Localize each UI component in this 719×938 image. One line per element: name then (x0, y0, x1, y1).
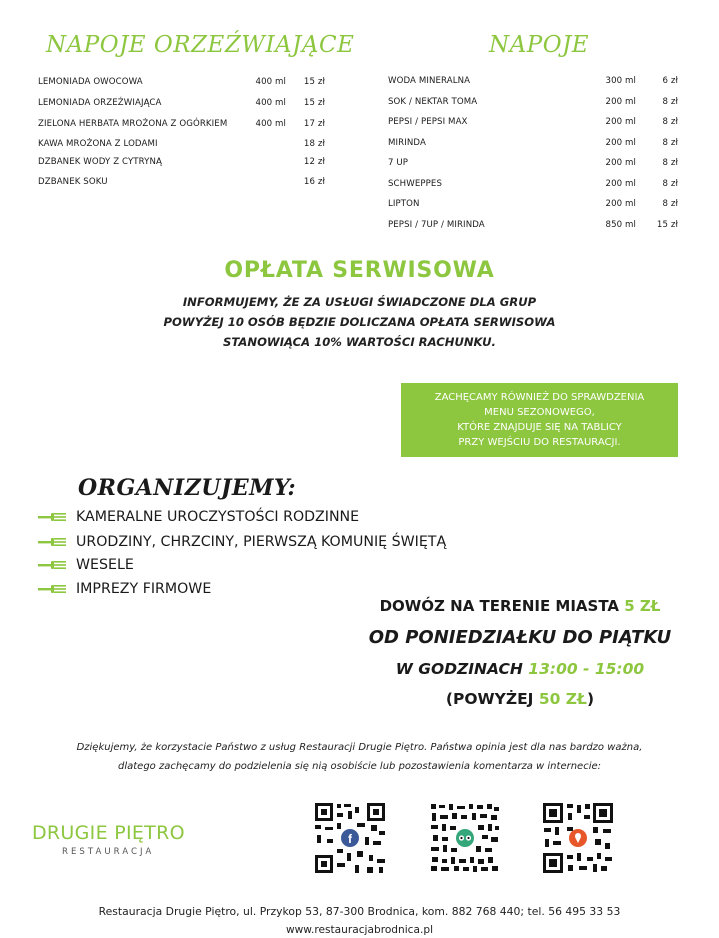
qr-code-tripadvisor[interactable] (428, 801, 502, 875)
notice-line: STANOWIĄCA 10% WARTOŚCI RACHUNKU. (223, 335, 496, 349)
item-name: SCHWEPPES (388, 179, 442, 189)
item-name: LEMONIADA OWOCOWA (38, 77, 143, 87)
item-volume: 400 ml (255, 77, 286, 87)
item-name: SOK / NEKTAR TOMA (388, 97, 478, 107)
item-price: 8 zł (662, 199, 678, 209)
item-name: 7 UP (388, 158, 409, 168)
box-line: ZACHĘCAMY RÓWNIEŻ DO SPRAWDZENIA (434, 392, 645, 403)
delivery-line-hours (340, 660, 700, 678)
delivery-price: 5 ZŁ (624, 597, 661, 615)
service-fee-notice (0, 292, 719, 352)
item-name: DZBANEK WODY Z CYTRYNĄ (38, 157, 163, 167)
box-line: KTÓRE ZNAJDUJE SIĘ NA TABLICY (457, 422, 622, 433)
organize-item-label: KAMERALNE UROCZYSTOŚCI RODZINNE (76, 509, 360, 525)
brand-logo-name: DRUGIE PIĘTRO (32, 822, 185, 844)
qr-code-graphic (313, 801, 387, 875)
fork-icon (38, 584, 66, 594)
item-name: LIPTON (388, 199, 420, 209)
item-name: WODA MINERALNA (388, 76, 471, 86)
fork-icon (38, 537, 66, 547)
item-price: 15 zł (303, 98, 325, 108)
box-line: MENU SEZONOWEGO, (484, 407, 595, 418)
item-price: 12 zł (303, 157, 325, 167)
delivery-hours: 13:00 - 15:00 (528, 660, 645, 678)
delivery-line-city (340, 597, 700, 615)
item-name: PEPSI / PEPSI MAX (388, 117, 468, 127)
qr-code-facebook[interactable] (313, 801, 387, 875)
seasonal-menu-box (401, 383, 678, 457)
service-fee-title: OPŁATA SERWISOWA (224, 258, 495, 283)
item-volume: 200 ml (605, 117, 636, 127)
item-name: DZBANEK SOKU (38, 177, 108, 187)
delivery-line-days (334, 627, 706, 648)
thanks-line: Dziękujemy, że korzystacie Państwo z usług Restauracji Drugie Piętro. Państwa opinia jest dla nas bardzo ważna, (76, 742, 643, 753)
tripadvisor-icon (456, 829, 474, 847)
organize-item-label: IMPREZY FIRMOWE (76, 581, 212, 597)
item-price: 18 zł (303, 139, 325, 149)
drinks-title: NAPOJE (489, 32, 590, 58)
delivery-hours-label: W GODZINACH (395, 660, 529, 678)
item-name: LEMONIADA ORZEŹWIAJĄCA (38, 98, 162, 108)
item-price: 8 zł (662, 97, 678, 107)
item-volume: 850 ml (605, 220, 636, 230)
svg-text:f: f (348, 832, 352, 846)
delivery-days: OD PONIEDZIAŁKU DO PIĄTKU (368, 627, 672, 648)
qr-code-graphic (428, 801, 502, 875)
delivery-line-minimum (340, 690, 700, 708)
item-volume: 200 ml (605, 138, 636, 148)
qr-code-graphic (541, 801, 615, 875)
item-price: 8 zł (662, 179, 678, 189)
organize-item (38, 581, 211, 597)
item-price: 16 zł (303, 177, 325, 187)
notice-line: INFORMUJEMY, ŻE ZA USŁUGI ŚWIADCZONE DLA GRUP (182, 295, 537, 309)
refreshing-drinks-title: NAPOJE ORZEŹWIAJĄCE (46, 32, 355, 58)
delivery-minimum-amount: 50 ZŁ (538, 690, 587, 708)
item-volume: 300 ml (605, 76, 636, 86)
item-name: KAWA MROŻONA Z LODAMI (38, 139, 158, 149)
qr-code-map[interactable] (541, 801, 615, 875)
item-price: 6 zł (662, 76, 678, 86)
item-price: 15 zł (656, 220, 678, 230)
delivery-minimum-close: ) (587, 690, 595, 708)
item-price: 17 zł (303, 119, 325, 129)
item-name: MIRINDA (388, 138, 426, 148)
notice-line: POWYŻEJ 10 OSÓB BĘDZIE DOLICZANA OPŁATA SERWISOWA (163, 315, 556, 329)
item-name: PEPSI / 7UP / MIRINDA (388, 220, 485, 230)
fork-icon (38, 512, 66, 522)
website-link[interactable]: www.restauracjabrodnica.pl (285, 924, 434, 936)
item-volume: 200 ml (605, 158, 636, 168)
item-name: ZIELONA HERBATA MROŻONA Z OGÓRKIEM (38, 119, 228, 129)
organize-item-label: URODZINY, CHRZCINY, PIERWSZĄ KOMUNIĘ ŚWIĘTĄ (76, 534, 447, 550)
delivery-text: DOWÓZ NA TERENIE MIASTA (379, 597, 625, 615)
organize-title: ORGANIZUJEMY: (78, 475, 297, 501)
box-line: PRZY WEJŚCIU DO RESTAURACJI. (458, 437, 621, 448)
item-price: 8 zł (662, 158, 678, 168)
item-volume: 200 ml (605, 97, 636, 107)
item-volume: 400 ml (255, 98, 286, 108)
brand-logo-subtitle: RESTAURACJA (62, 847, 155, 857)
thanks-line: dlatego zachęcamy do podzielenia się nią osobiście lub pozostawienia komentarza w internecie: (118, 761, 601, 772)
organize-item (38, 534, 446, 550)
item-price: 8 zł (662, 138, 678, 148)
item-volume: 400 ml (255, 119, 286, 129)
footer-address: Restauracja Drugie Piętro, ul. Przykop 53, 87-300 Brodnica, kom. 882 768 440; tel. 56 495 33 53 (98, 905, 621, 918)
organize-item-label: WESELE (76, 557, 134, 573)
fork-icon (38, 560, 66, 570)
organize-item (38, 557, 134, 573)
thanks-message (0, 738, 719, 776)
item-price: 8 zł (662, 117, 678, 127)
delivery-minimum-open: (POWYŻEJ (445, 690, 539, 708)
item-price: 15 zł (303, 77, 325, 87)
item-volume: 200 ml (605, 199, 636, 209)
item-volume: 200 ml (605, 179, 636, 189)
organize-item (38, 509, 359, 525)
